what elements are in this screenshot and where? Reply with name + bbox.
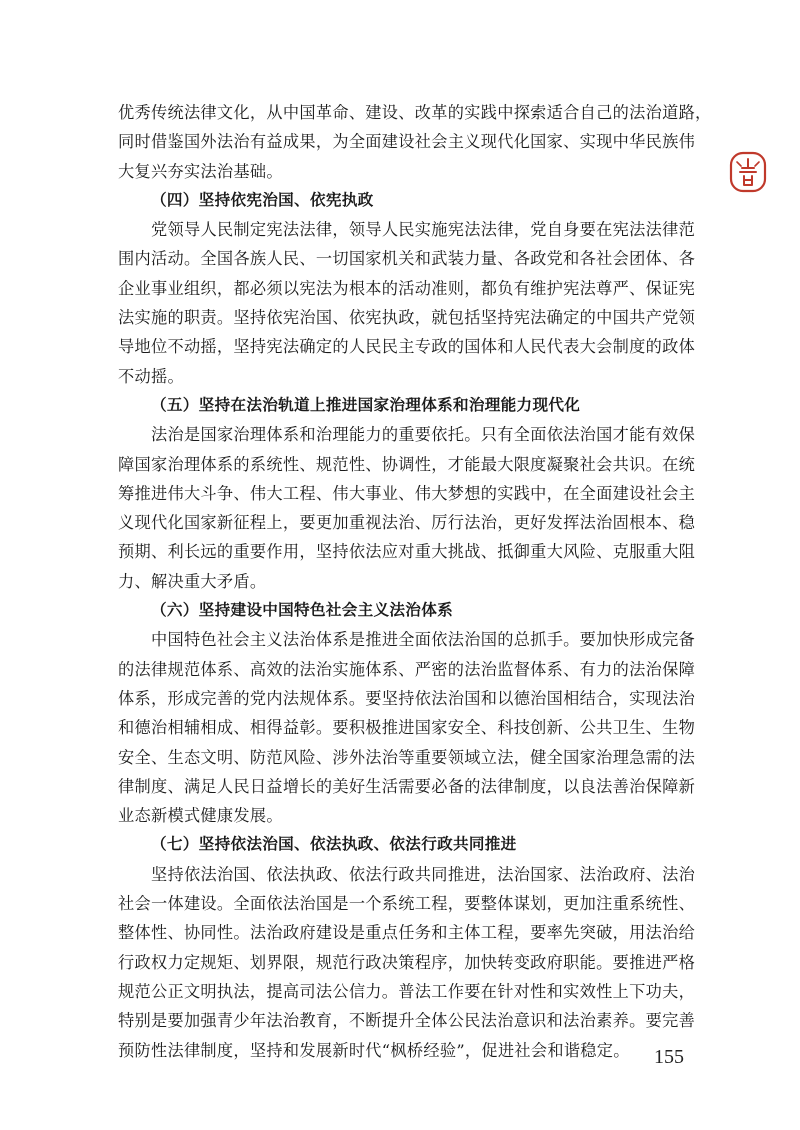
- paragraph-line: 预期、利长远的重要作用，坚持依法应对重大挑战、抵御重大风险、克服重大阻: [118, 542, 696, 562]
- paragraph-line: 力、解决重大矛盾。: [118, 571, 267, 591]
- paragraph-line: 筹推进伟大斗争、伟大工程、伟大事业、伟大梦想的实践中，在全面建设社会主: [118, 483, 696, 503]
- paragraph-line: 大复兴夯实法治基础。: [118, 161, 283, 181]
- paragraph-line: 和德治相辅相成、相得益彰。要积极推进国家安全、科技创新、公共卫生、生物: [118, 718, 696, 738]
- paragraph-line: 业态新模式健康发展。: [118, 806, 283, 826]
- paragraph-line: 律制度、满足人民日益增长的美好生活需要必备的法律制度，以良法善治保障新: [118, 776, 696, 796]
- paragraph-line: 法治是国家治理体系和治理能力的重要依托。只有全面依法治国才能有效保: [151, 425, 696, 445]
- paragraph-line: 义现代化国家新征程上，要更加重视法治、厉行法治，更好发挥法治固根本、稳: [118, 513, 696, 533]
- paragraph-line: 的法律规范体系、高效的法治实施体系、严密的法治监督体系、有力的法治保障: [118, 659, 696, 679]
- paragraph-line: 行政权力定规矩、划界限，规范行政决策程序，加快转变政府职能。要推进严格: [118, 952, 696, 972]
- paragraph-line: 特别是要加强青少年法治教育，不断提升全体公民法治意识和法治素养。要完善: [118, 1011, 696, 1031]
- body-text: [118, 98, 712, 1065]
- paragraph-line: 法实施的职责。坚持依宪治国、依宪执政，就包括坚持宪法确定的中国共产党领: [118, 308, 696, 328]
- paragraph-line: 坚持依法治国、依法执政、依法行政共同推进，法治国家、法治政府、法治: [151, 864, 696, 884]
- paragraph-line: 围内活动。全国各族人民、一切国家机关和武装力量、各政党和各社会团体、各: [118, 249, 696, 269]
- red-seal-stamp-icon: [728, 150, 768, 194]
- paragraph-line: 党领导人民制定宪法法律，领导人民实施宪法法律，党自身要在宪法法律范: [151, 220, 696, 240]
- section-heading: （四）坚持依宪治国、依宪执政: [151, 190, 374, 209]
- paragraph-line: 体系，形成完善的党内法规体系。要坚持依法治国和以德治国相结合，实现法治: [118, 688, 696, 708]
- paragraph-line: 中国特色社会主义法治体系是推进全面依法治国的总抓手。要加快形成完备: [151, 630, 696, 650]
- paragraph-line: 障国家治理体系的系统性、规范性、协调性，才能最大限度凝聚社会共识。在统: [118, 454, 696, 474]
- paragraph-line: 社会一体建设。全面依法治国是一个系统工程，要整体谋划，更加注重系统性、: [118, 894, 696, 914]
- paragraph-line: 不动摇。: [118, 366, 184, 386]
- section-heading: （五）坚持在法治轨道上推进国家治理体系和治理能力现代化: [151, 395, 581, 414]
- paragraph-line: 优秀传统法律文化，从中国革命、建设、改革的实践中探索适合自己的法治道路，: [118, 103, 712, 122]
- paragraph-line: 同时借鉴国外法治有益成果，为全面建设社会主义现代化国家、实现中华民族伟: [118, 132, 696, 152]
- seal-svg: [728, 150, 768, 194]
- paragraph-line: 规范公正文明执法，提高司法公信力。普法工作要在针对性和实效性上下功夫，: [118, 981, 696, 1001]
- paragraph-line: 安全、生态文明、防范风险、涉外法治等重要领域立法，健全国家治理急需的法: [118, 747, 696, 767]
- section-heading: （六）坚持建设中国特色社会主义法治体系: [151, 601, 453, 620]
- paragraph-line: 导地位不动摇，坚持宪法确定的人民民主专政的国体和人民代表大会制度的政体: [118, 337, 696, 357]
- paragraph-line: 企业事业组织，都必须以宪法为根本的活动准则，都负有维护宪法尊严、保证宪: [118, 278, 696, 298]
- page-number: 155: [654, 1046, 684, 1068]
- section-heading: （七）坚持依法治国、依法执政、依法行政共同推进: [151, 835, 517, 854]
- paragraph-line: 整体性、协同性。法治政府建设是重点任务和主体工程，要率先突破，用法治给: [118, 923, 696, 943]
- paragraph-line: 预防性法律制度，坚持和发展新时代“枫桥经验”，促进社会和谐稳定。: [118, 1040, 630, 1060]
